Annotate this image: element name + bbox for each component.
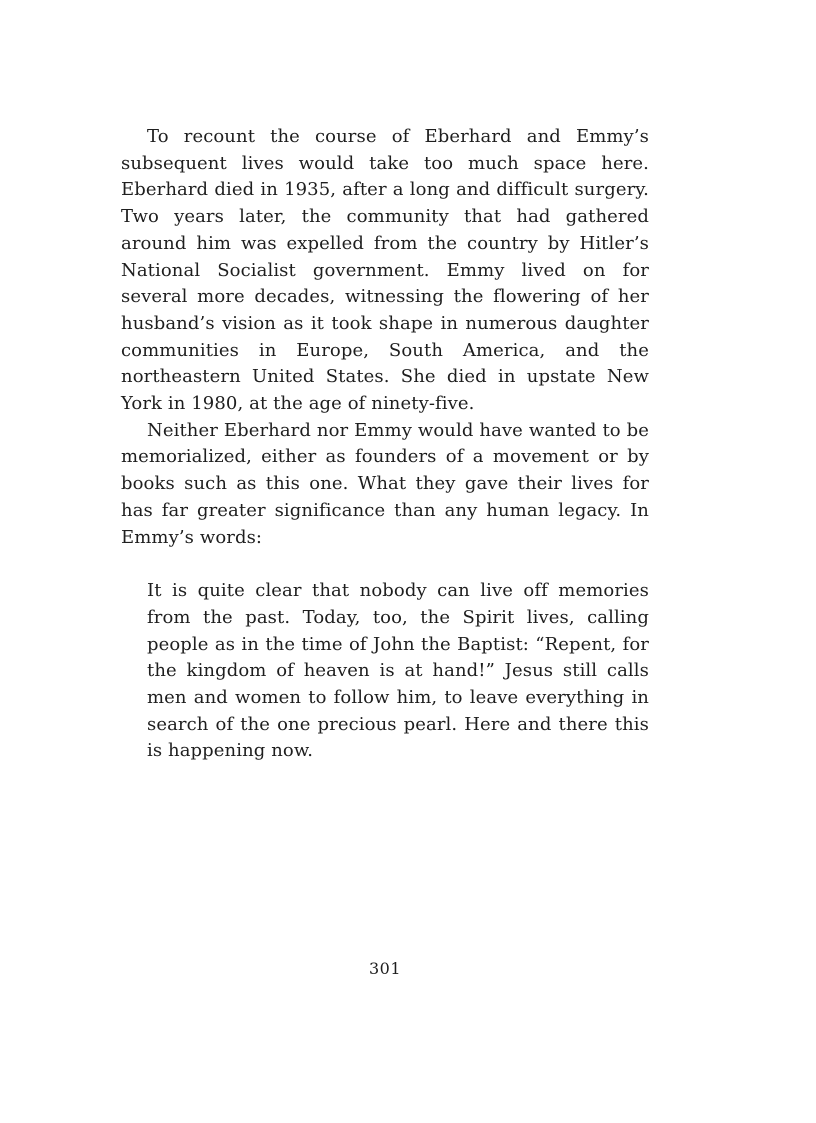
block-quote: It is quite clear that nobody can live off memories from the past. Today, too, the Spirit lives, calling people as in the time of John the Baptist: “Repent, for the kingdom of heaven is at hand!” Jesus still calls men and women to follow him, to leave everything in search of the one precious pearl. Here and there this is happening now.: [147, 580, 649, 762]
paragraph: Neither Eberhard nor Emmy would have wanted to be memorialized, either as founders of a movement or by books such as this one. What they gave their lives for has far greater significance than any human legacy. In Emmy’s words:: [121, 419, 649, 548]
page-number: 301: [368, 959, 402, 978]
paragraph: To recount the course of Eberhard and Emmy’s subsequent lives would take too much space here. Eberhard died in 1935, after a long and difficult surgery. Two years later, the community that had gathered around him was expelled from the country by Hitler’s National Socialist government. Emmy lived on for several more decades, witnessing the flowering of her husband’s vision as it took shape in numerous daughter communities in Europe, South America, and the northeastern United States. She died in upstate New York in 1980, at the age of ninety-five.: [121, 126, 649, 415]
body-text: [121, 124, 649, 765]
